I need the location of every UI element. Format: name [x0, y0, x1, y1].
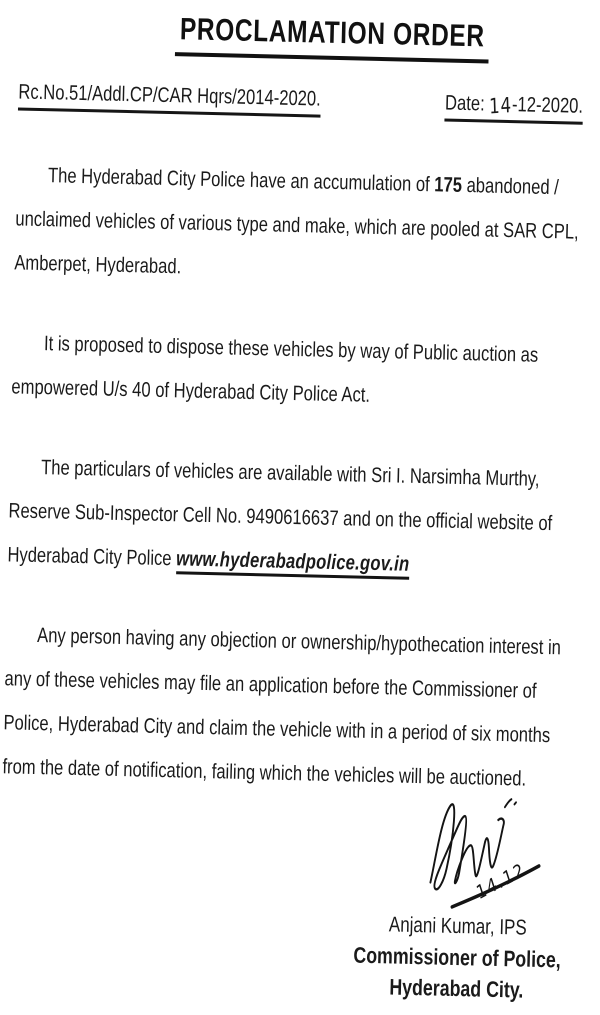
- reference-number: Rc.No.51/Addl.CP/CAR Hqrs/2014-2020.: [18, 80, 321, 117]
- text-line: Reserve Sub-Inspector Cell No. 9490616637 and on the official website of: [8, 499, 553, 536]
- date-field: [445, 91, 584, 125]
- page-title: [19, 6, 585, 65]
- text-line: Police, Hyderabad City and claim the vehicle with in a period of six months: [3, 711, 551, 748]
- text-line: [7, 543, 409, 579]
- text-segment: The Hyderabad City Police have an accumulation of: [47, 164, 435, 197]
- paragraph-4: [2, 613, 571, 802]
- text-line: from the date of notification, failing which the vehicles will be auctioned.: [2, 755, 527, 791]
- text-line: in any of these vehicles may file an application before the Commissioner of: [4, 636, 562, 703]
- text-line: It is proposed to dispose these vehicles by way of Public auction as: [43, 332, 539, 367]
- signatory-designation: Commissioner of Police,: [353, 942, 562, 973]
- date-rest: -12-2020.: [511, 93, 584, 118]
- reference-row: [18, 80, 583, 124]
- signatory-name: Anjani Kumar, IPS: [388, 912, 528, 940]
- signature-block: [338, 908, 577, 1007]
- paragraph-3: [7, 445, 575, 590]
- text-line: [16, 163, 559, 199]
- text-line: Any person having any objection or ownership/hypothecation interest: [36, 624, 544, 659]
- signature-ink-icon: [411, 788, 580, 924]
- text-line: unclaimed vehicles of various type and make, which are pooled at SAR: [15, 207, 538, 243]
- date-label: Date:: [444, 91, 486, 116]
- website-url: www.hyderabadpolice.gov.in: [176, 547, 410, 579]
- text-segment: Hyderabad City Police: [7, 543, 177, 571]
- page-title-text: PROCLAMATION ORDER: [175, 10, 490, 63]
- signatory-place: Hyderabad City.: [389, 974, 524, 1003]
- paragraph-1: [14, 153, 582, 298]
- text-line: The particulars of vehicles are available with Sri I. Narsimha Murthy,: [40, 456, 540, 491]
- signature-date-note: 14.12: [474, 859, 528, 905]
- handwritten-day: 14: [489, 93, 513, 119]
- vehicle-count: 175: [434, 173, 463, 197]
- paragraph-2: [11, 321, 578, 422]
- text-line: empowered U/s 40 of Hyderabad City Police Act.: [11, 375, 371, 407]
- text-line: CPL, Amberpet, Hyderabad.: [14, 219, 579, 279]
- text-segment: abandoned /: [461, 173, 560, 200]
